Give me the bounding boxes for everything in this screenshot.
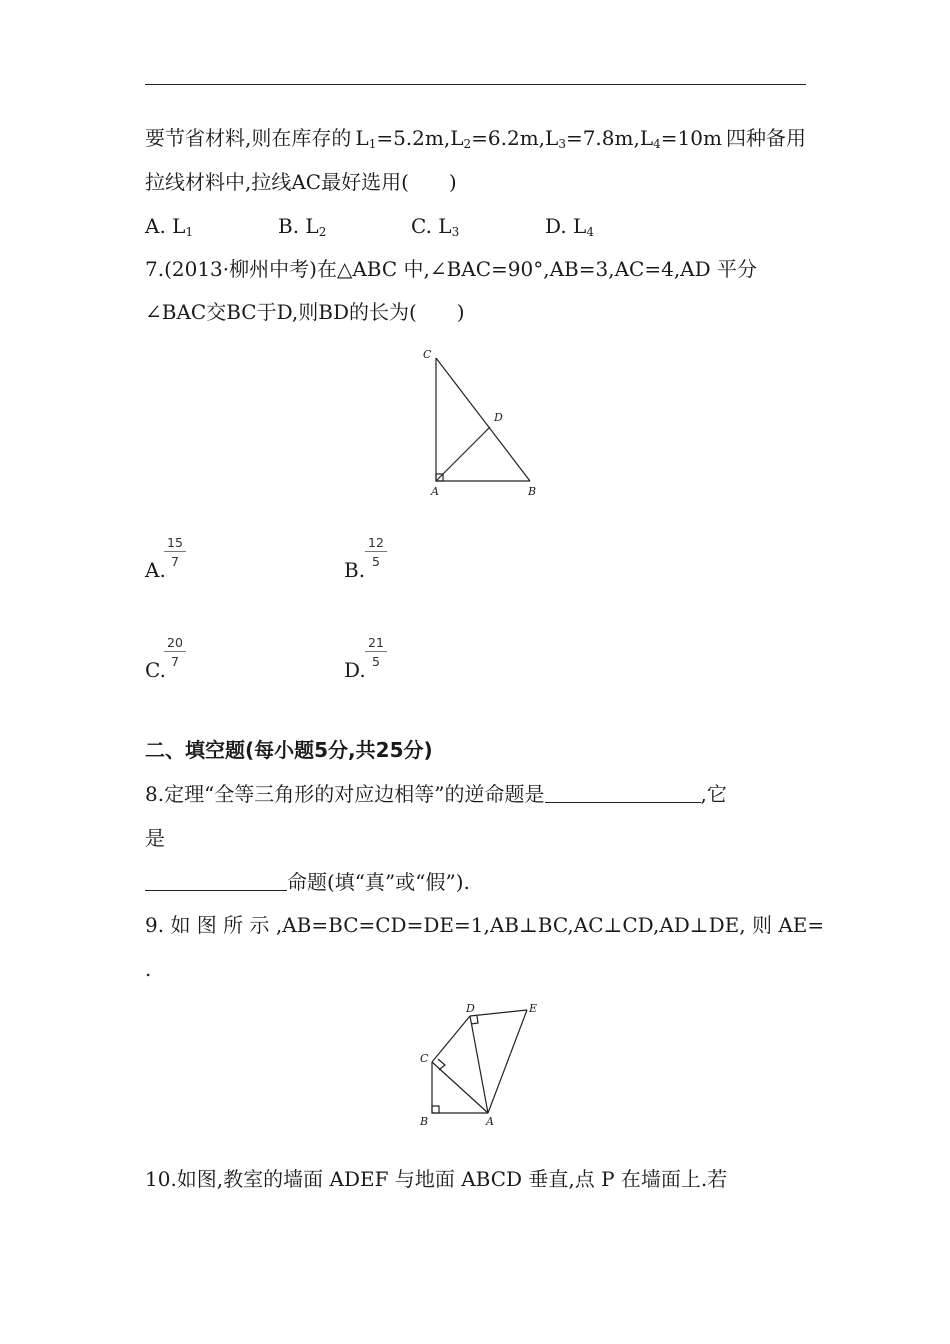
q6-option-c: C. $L_3$ [411, 214, 460, 239]
q6-option-d: D. $L_4$ [545, 214, 594, 239]
q7-line1: 7.(2013·柳州中考)在△ABC 中,∠BAC=90°,AB=3,AC=4,AD 平分 [145, 257, 758, 281]
q7-option-b-fraction: $\frac{12}{5}$ [365, 536, 387, 569]
q8-answer-blank-2[interactable] [145, 868, 287, 891]
q9-line1: 9. 如 图 所 示 ,AB=BC=CD=DE=1,AB⊥BC,AC⊥CD,AD⊥DE, 则 AE= [145, 913, 825, 937]
q7-option-d-fraction: $\frac{21}{5}$ [365, 636, 387, 669]
label-b: B [420, 1115, 429, 1128]
label-c: C [423, 348, 432, 361]
q6-option-a: A. $L_1$ [145, 214, 194, 239]
q9-spiral-figure [415, 1000, 550, 1130]
q6-text-b: 四种备用 [725, 126, 806, 150]
q7-option-a-fraction: $\frac{15}{7}$ [164, 536, 186, 569]
q7-option-b-label: B. [344, 558, 366, 582]
q8-line3: 命题(填“真”或“假”). [145, 868, 470, 896]
bisector-ad [436, 427, 490, 481]
label-a: A [486, 1115, 494, 1128]
q7-triangle-figure [415, 340, 555, 505]
label-d: D [466, 1002, 475, 1015]
q7-option-c-label: C. [145, 658, 166, 682]
side-cd [432, 1016, 470, 1062]
label-d: D [494, 411, 503, 424]
header-rule [145, 84, 806, 85]
q6-option-b: B. $L_2$ [278, 214, 327, 239]
q6-line1 [145, 124, 806, 158]
q8-line2: 是 [145, 826, 165, 850]
section-heading: 二、填空题(每小题5分,共25分) [145, 738, 433, 762]
side-ae [488, 1010, 527, 1113]
label-c: C [420, 1052, 429, 1065]
q7-option-c-fraction: $\frac{20}{7}$ [164, 636, 186, 669]
q8-line1: 8.定理“全等三角形的对应边相等”的逆命题是 ,它 [145, 782, 727, 806]
side-bc [436, 358, 530, 481]
label-a: A [431, 485, 439, 498]
label-b: B [528, 485, 537, 498]
q6-line2: 拉线材料中,拉线AC最好选用( ) [145, 170, 457, 194]
q10-line1: 10.如图,教室的墙面 ADEF 与地面 ABCD 垂直,点 P 在墙面上.若 [145, 1167, 728, 1191]
q8-answer-blank-1[interactable] [545, 780, 701, 803]
q7-option-a-label: A. [145, 558, 166, 582]
right-angle-b [432, 1106, 439, 1113]
right-angle-d [471, 1016, 478, 1024]
q9-line2: . [145, 957, 152, 981]
q7-option-d-label: D. [344, 658, 366, 682]
q6-l-values: $L_1=5.2m,L_2=6.2m,L_3=7.8m,L_4=10m$ [355, 126, 722, 151]
label-e: E [529, 1002, 538, 1015]
side-de [470, 1010, 527, 1016]
q6-text-a: 要节省材料,则在库存的 [145, 126, 352, 150]
q7-line2: ∠BAC交BC于D,则BD的长为( ) [145, 300, 465, 324]
